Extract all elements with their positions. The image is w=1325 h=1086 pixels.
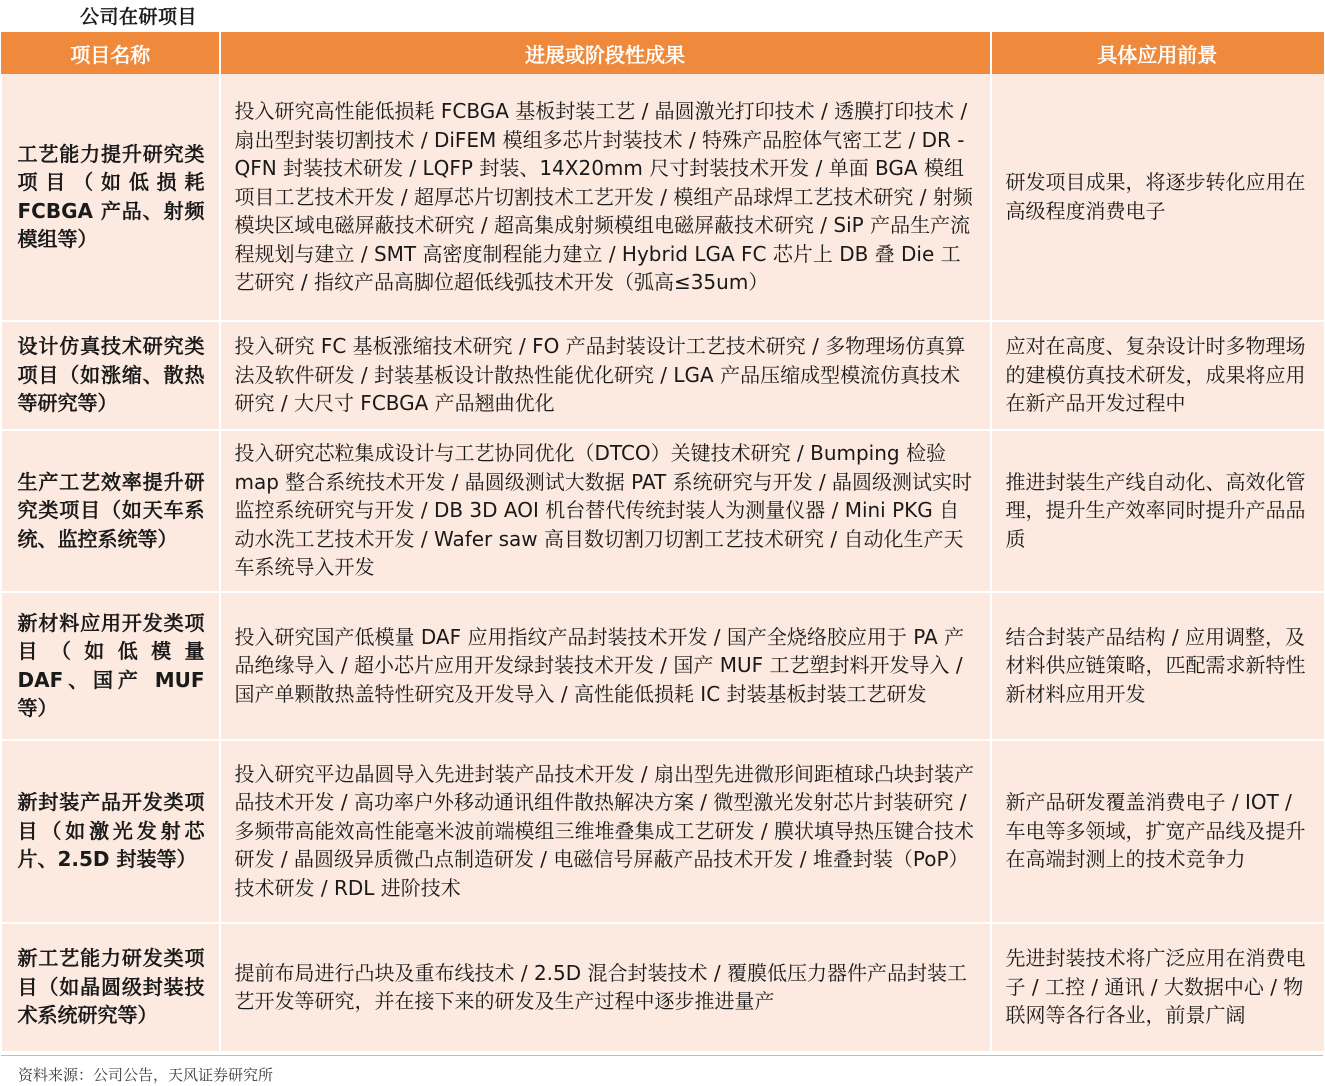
table-row (2, 430, 1324, 592)
progress-cell: 投入研究芯粒集成设计与工艺协同优化（DTCO）关键技术研究 / Bumping 检验 map 整合系统技术开发 / 晶圆级测试大数据 PAT 系统研究与开发 / 晶圆级测试实时监控系统研究与开发 / DB 3D AOI 机台替代传统封装人为测量仪器 / Mini PKG 自动水洗工艺技术开发 / Wafer saw 高目数切割刀切割工艺技术研究 / 自动化生产天车系统导入开发 (220, 430, 991, 592)
project-name-cell: 设计仿真技术研究类项目（如涨缩、散热等研究等） (2, 321, 220, 430)
projects-table (1, 32, 1324, 1053)
progress-cell: 投入研究高性能低损耗 FCBGA 基板封装工艺 / 晶圆激光打印技术 / 透膜打印技术 / 扇出型封装切割技术 / DiFEM 模组多芯片封装技术 / 特殊产品腔体气密工艺 / DR - QFN 封装技术研发 / LQFP 封装、14X20mm 尺寸封装技术开发 / 单面 BGA 模组项目工艺技术开发 / 超厚芯片切割技术工艺开发 / 模组产品球焊工艺技术研究 / 射频模块区域电磁屏蔽技术研究 / 超高集成射频模组电磁屏蔽技术研究 / SiP 产品生产流程规划与建立 / SMT 高密度制程能力建立 / Hybrid LGA FC 芯片上 DB 叠 Die 工艺研究 / 指纹产品高脚位超低线弧技术开发（弧高≤35um） (220, 74, 991, 321)
header-project-name: 项目名称 (2, 33, 220, 74)
project-name-cell: 工艺能力提升研究类项目（如低损耗 FCBGA 产品、射频模组等） (2, 74, 220, 321)
project-name-cell: 新封装产品开发类项目（如激光发射芯片、2.5D 封装等） (2, 740, 220, 923)
progress-cell: 投入研究平边晶圆导入先进封装产品技术开发 / 扇出型先进微形间距植球凸块封装产品技术开发 / 高功率户外移动通讯组件散热解决方案 / 微型激光发射芯片封装研究 / 多频带高能效高性能毫米波前端模组三维堆叠集成工艺研发 / 膜状填导热压键合技术研发 / 晶圆级异质微凸点制造研发 / 电磁信号屏蔽产品技术开发 / 堆叠封装（PoP）技术研发 / RDL 进阶技术 (220, 740, 991, 923)
progress-cell: 投入研究国产低模量 DAF 应用指纹产品封装技术开发 / 国产全烧络胶应用于 PA 产品绝缘导入 / 超小芯片应用开发绿封装技术开发 / 国产 MUF 工艺塑封料开发导入 / 国产单颗散热盖特性研究及开发导入 / 高性能低损耗 IC 封装基板封装工艺研发 (220, 592, 991, 740)
header-progress: 进展或阶段性成果 (220, 33, 991, 74)
bottom-rule (1, 1055, 1323, 1056)
table-row (2, 923, 1324, 1052)
table-row (2, 74, 1324, 321)
prospect-cell: 先进封装技术将广泛应用在消费电子 / 工控 / 通讯 / 大数据中心 / 物联网等各行各业，前景广阔 (991, 923, 1324, 1052)
table-header-row (2, 33, 1324, 74)
prospect-cell: 新产品研发覆盖消费电子 / IOT / 车电等多领域，扩宽产品线及提升在高端封测上的技术竞争力 (991, 740, 1324, 923)
source-note: 资料来源：公司公告，天风证券研究所 (18, 1066, 274, 1084)
page-title: 公司在研项目 (80, 6, 198, 28)
progress-cell: 提前布局进行凸块及重布线技术 / 2.5D 混合封装技术 / 覆膜低压力器件产品封装工艺开发等研究，并在接下来的研发及生产过程中逐步推进量产 (220, 923, 991, 1052)
prospect-cell: 研发项目成果，将逐步转化应用在高级程度消费电子 (991, 74, 1324, 321)
table-row (2, 321, 1324, 430)
prospect-cell: 推进封装生产线自动化、高效化管理，提升生产效率同时提升产品品质 (991, 430, 1324, 592)
project-name-cell: 新材料应用开发类项目（如低模量 DAF、国产 MUF 等） (2, 592, 220, 740)
prospect-cell: 结合封装产品结构 / 应用调整，及材料供应链策略，匹配需求新特性新材料应用开发 (991, 592, 1324, 740)
project-name-cell: 新工艺能力研发类项目（如晶圆级封装技术系统研究等） (2, 923, 220, 1052)
prospect-cell: 应对在高度、复杂设计时多物理场的建模仿真技术研发，成果将应用在新产品开发过程中 (991, 321, 1324, 430)
table-row (2, 740, 1324, 923)
header-prospect: 具体应用前景 (991, 33, 1324, 74)
progress-cell: 投入研究 FC 基板涨缩技术研究 / FO 产品封装设计工艺技术研究 / 多物理场仿真算法及软件研发 / 封装基板设计散热性能优化研究 / LGA 产品压缩成型模流仿真技术研究 / 大尺寸 FCBGA 产品翘曲优化 (220, 321, 991, 430)
project-name-cell: 生产工艺效率提升研究类项目（如天车系统、监控系统等） (2, 430, 220, 592)
table-row (2, 592, 1324, 740)
